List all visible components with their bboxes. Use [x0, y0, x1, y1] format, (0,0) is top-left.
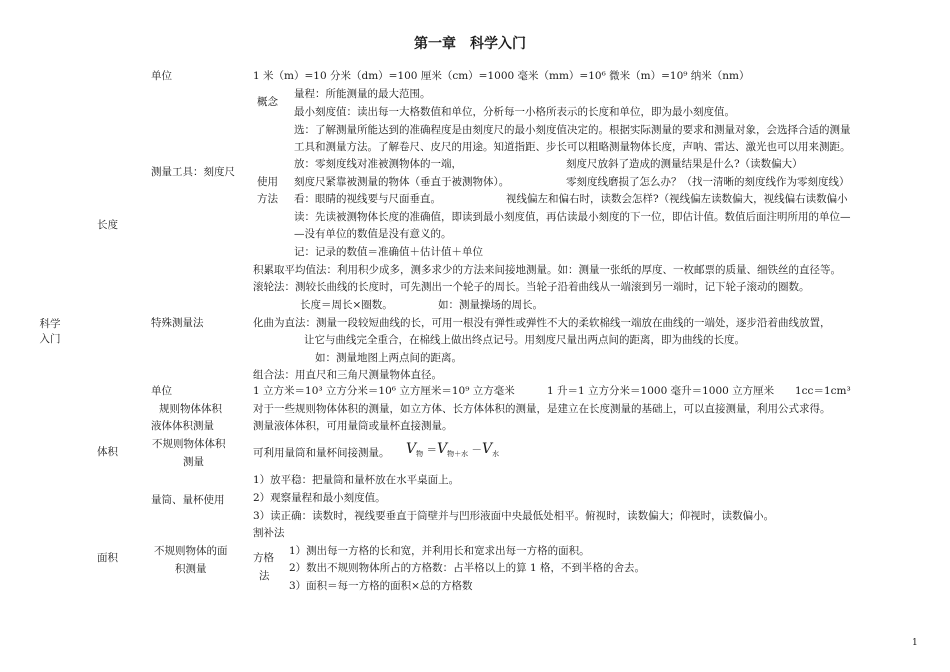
- method-curve-3: 如：测量地图上两点间的距离。: [315, 352, 462, 364]
- subtopic-regular-volume: 规则物体体积: [159, 403, 222, 415]
- use-read-2: —没有单位的数值是没有意义的。: [294, 228, 452, 240]
- subtopic-liquid-volume: 液体体积测量: [151, 420, 214, 432]
- volume-unit-b: 1 升＝1 立方分米＝1000 毫升＝1000 立方厘米: [547, 385, 775, 397]
- method-combination: 组合法：用直尺和三角尺测量物体直径。: [253, 369, 442, 381]
- method-wheel-formula: 长度＝周长×圈数。: [300, 299, 393, 311]
- subtopic-cylinder-use: 量筒、量杯使用: [151, 494, 225, 506]
- use-look-b: 视线偏左和偏右时，读数会怎样?（视线偏左读数偏大，视线偏右读数偏小: [506, 193, 848, 205]
- concept-range: 量程：所能测量的最大范围。: [294, 88, 431, 100]
- area-grid-step-3: 3）面积＝每一方格的面积×总的方格数: [289, 580, 473, 592]
- use-place-a: 放：零刻度线对准被测物体的一端，: [294, 158, 462, 170]
- subtopic-length-unit: 单位: [151, 70, 172, 82]
- volume-formula: $V_物 =V_{物+水} -V_水$: [406, 441, 500, 458]
- subtopic-ruler: 测量工具：刻度尺: [151, 166, 235, 178]
- method-wheel-example: 如：测量操场的周长。: [438, 299, 543, 311]
- volume-unit-a: 1 立方米＝10³ 立方分米＝10⁶ 立方厘米＝10⁹ 立方毫米: [253, 385, 515, 397]
- page-title: 第一章 科学入门: [414, 36, 526, 52]
- page-number: 1: [912, 638, 918, 648]
- cylinder-step-2: 2）观察量程和最小刻度值。: [253, 492, 386, 504]
- cylinder-step-1: 1）放平稳：把量筒和量杯放在水平桌面上。: [253, 474, 460, 486]
- label-concept: 概念: [257, 96, 278, 108]
- method-accumulation: 积累取平均值法：利用积少成多，测多求少的方法来间接地测量。如：测量一张纸的厚度、一枚邮票的质量、细铁丝的直径等。: [253, 264, 841, 276]
- chapter-label-line1: 科学: [39, 318, 61, 330]
- chapter-label-line2: 入门: [39, 333, 61, 345]
- length-unit-line: 1 米（m）=10 分米（dm）=100 厘米（cm）=1000 毫米（mm）=10⁶ 微米（m）=10⁹ 纳米（nm）: [253, 70, 750, 82]
- label-use-1: 使用: [257, 176, 278, 188]
- volume-liquid: 测量液体体积，可用量筒或量杯直接测量。: [253, 420, 453, 432]
- category-length: 长度: [97, 219, 118, 231]
- subtopic-special-methods: 特殊测量法: [151, 317, 204, 329]
- use-look-a: 看：眼睛的视线要与尺面垂直。: [294, 193, 441, 205]
- cylinder-step-3: 3）读正确：读数时，视线要垂直于筒壁并与凹形液面中央最低处相平。俯视时，读数偏大；仰视时，读数偏小。: [253, 510, 775, 522]
- use-choose-2: 工具和测量方法。了解卷尺、皮尺的用途。知道指距、步长可以粗略测量物体长度，声呐、雷达、激光也可以用来测距。: [294, 141, 851, 153]
- concept-min-division: 最小刻度值：读出每一大格数值和单位，分析每一小格所表示的长度和单位，即为最小刻度值。: [294, 106, 735, 118]
- volume-regular: 对于一些规则物体体积的测量，如立方体、长方体体积的测量，是建立在长度测量的基础上，可以直接测量，利用公式求得。: [253, 403, 831, 415]
- volume-unit-c: 1cc＝1cm³: [795, 385, 851, 397]
- label-use-2: 方法: [257, 193, 278, 205]
- method-curve-2: 让它与曲线完全重合，在棉线上做出终点记号。用刻度尺量出两点间的距离，即为曲线的长度。: [304, 334, 745, 346]
- category-area: 面积: [97, 552, 118, 564]
- subtopic-irregular-area-2: 积测量: [175, 563, 207, 575]
- use-place-c: 刻度尺紧靠被测量的物体（垂直于被测物体）。: [294, 176, 510, 188]
- category-volume: 体积: [97, 446, 118, 458]
- subtopic-irregular-volume-2: 测量: [183, 456, 204, 468]
- method-curve-1: 化曲为直法：测量一段较短曲线的长，可用一根没有弹性或弹性不大的柔软棉线一端放在曲线的一端处，逐步沿着曲线放置，: [253, 317, 831, 329]
- use-choose-1: 选：了解测量所能达到的准确程度是由刻度尺的最小刻度值决定的。根据实际测量的要求和测量对象，会选择合适的测量: [294, 124, 851, 136]
- subtopic-irregular-area-1: 不规则物体的面: [154, 545, 228, 557]
- use-place-b: 刻度尺放斜了造成的测量结果是什么?（读数偏大）: [566, 158, 803, 170]
- area-grid-step-1: 1）测出每一方格的长和宽，并利用长和宽求出每一方格的面积。: [289, 545, 590, 557]
- method-wheel: 滚轮法：测较长曲线的长度时，可先测出一个轮子的周长。当轮子沿着曲线从一端滚到另一端时，记下轮子滚动的圈数。: [253, 281, 810, 293]
- subtopic-irregular-volume-1: 不规则物体体积: [152, 438, 226, 450]
- label-grid-1: 方格: [253, 552, 274, 564]
- label-grid-2: 法: [259, 570, 270, 582]
- use-read-1: 读：先读被测物体长度的准确值，即读到最小刻度值，再估读最小刻度的下一位，即估计值。数值后面注明所用的单位—: [294, 211, 851, 223]
- volume-irregular: 可利用量筒和量杯间接测量。: [253, 447, 390, 459]
- area-grid-step-2: 2）数出不规则物体所占的方格数：占半格以上的算 1 格，不到半格的舍去。: [289, 562, 646, 574]
- use-place-d: 零刻度线磨损了怎么办？（找一清晰的刻度线作为零刻度线）: [566, 176, 850, 188]
- use-record: 记：记录的数值＝准确值＋估计值＋单位: [294, 246, 483, 258]
- area-cut-fill: 割补法: [253, 527, 285, 539]
- subtopic-volume-unit: 单位: [151, 385, 172, 397]
